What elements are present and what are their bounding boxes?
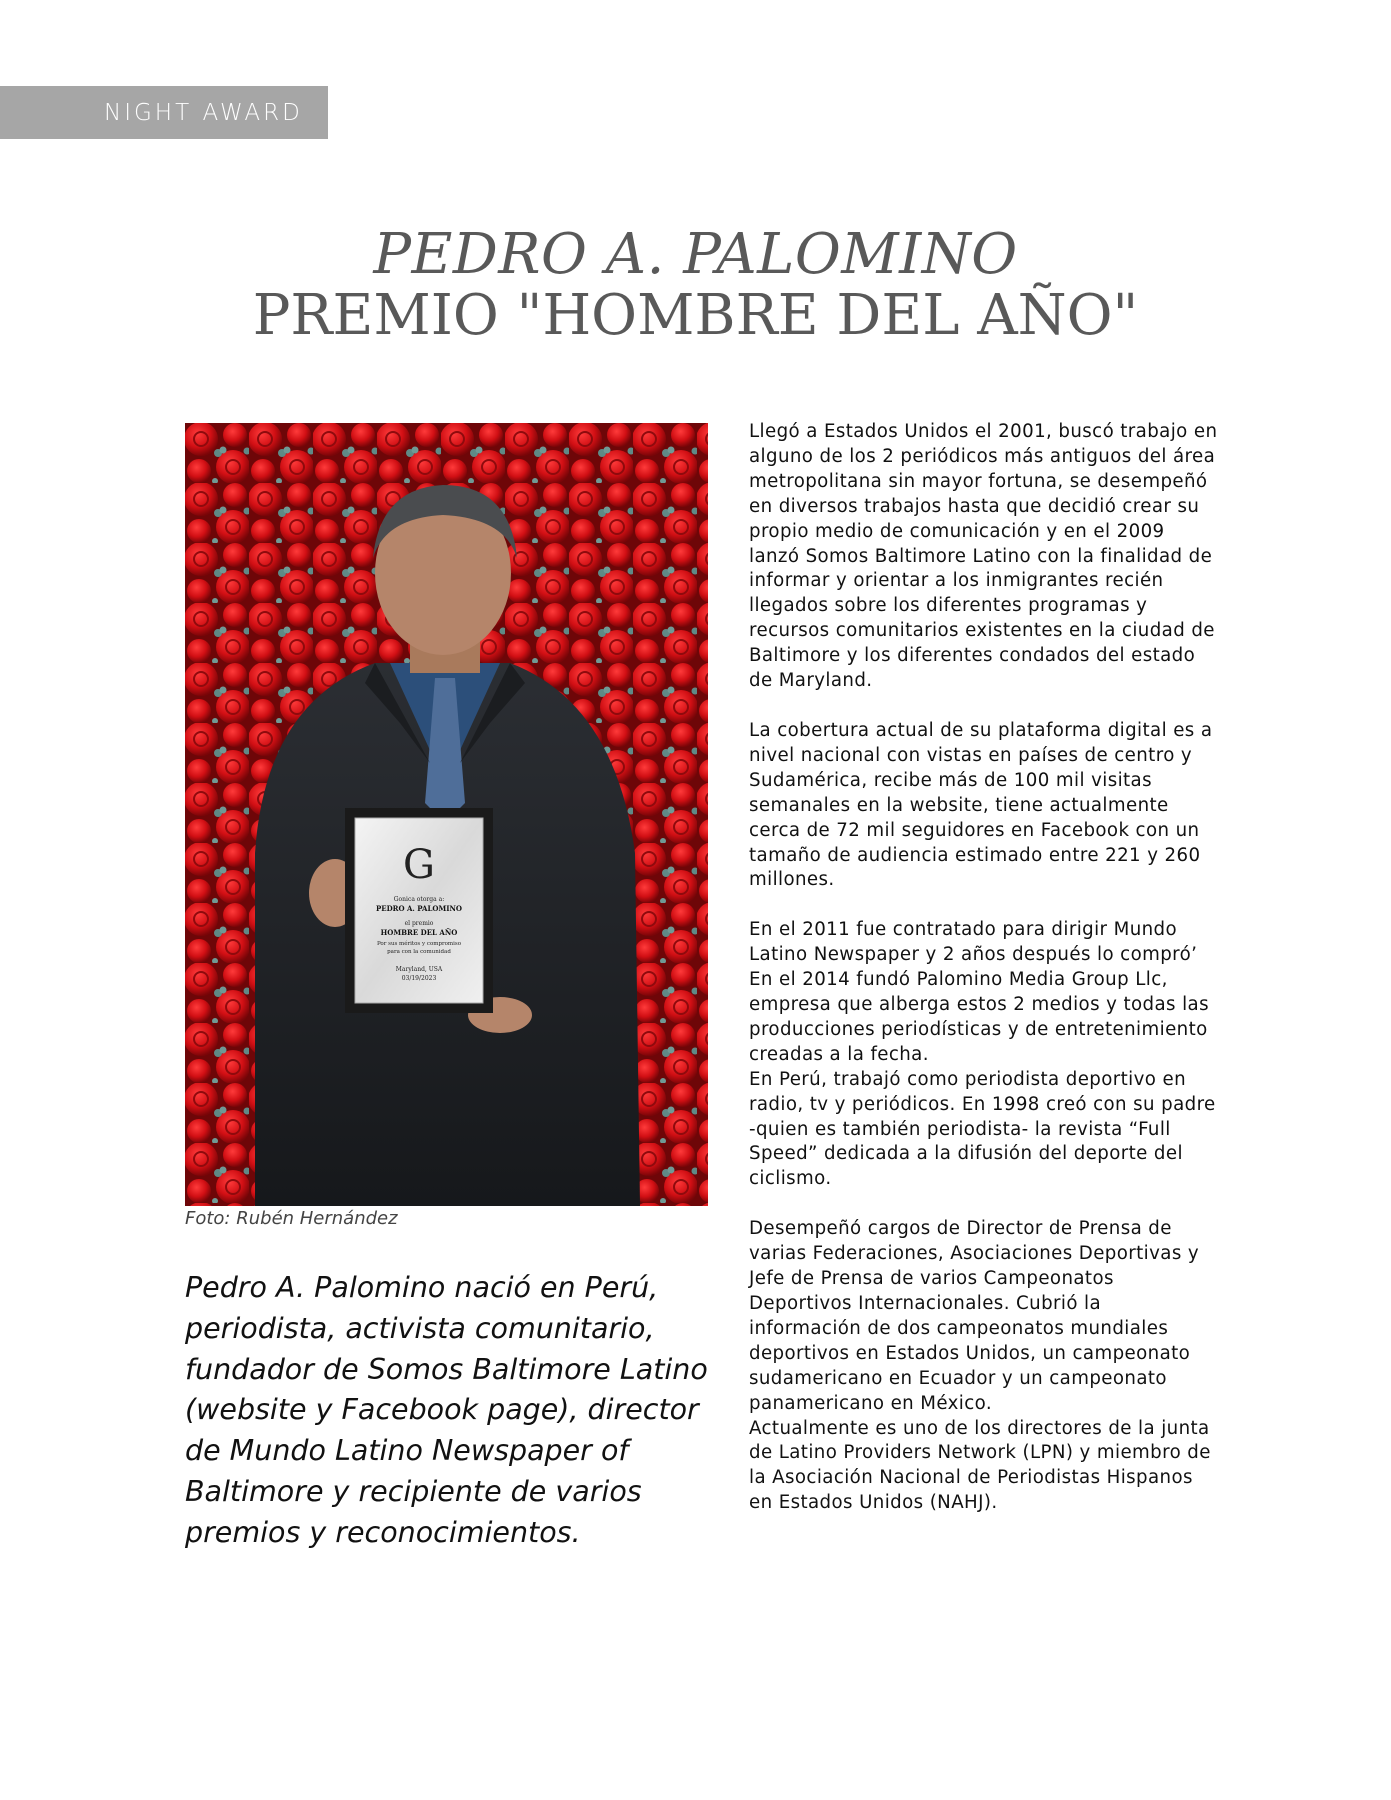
article-headline (0, 222, 1391, 348)
svg-text:G: G (403, 842, 435, 888)
body-paragraph-4: Desempeñó cargos de Director de Prensa de varias Federaciones, Asociaciones Deportivas y Jefe de Prensa de varios Campeonatos Deportivos Internacionales. Cubrió la información de dos campeonatos mundiales deportivos en Estados Unidos, un campeonato sudamericano en Ecuador y un campeonato panamericano en México. Actualmente es uno de los directores de la junta de Latino Providers Network (LPN) y miembro de la Asociación Nacional de Periodistas Hispanos en Estados Unidos (NAHJ). (749, 1218, 1211, 1514)
body-paragraph-3: En el 2011 fue contratado para dirigir Mundo Latino Newspaper y 2 años después lo compró’ En el 2014 fundó Palomino Media Group Llc, empresa que alberga estos 2 medios y todas las producciones periodísticas y de entretenimiento creadas a la fecha. En Perú, trabajó como periodista deportivo en radio, tv y periódicos. En 1998 creó con su padre -quien es también periodista- la revista “Full Speed” dedicada a la difusión del deporte del ciclismo. (749, 919, 1216, 1190)
body-paragraph-1: Llegó a Estados Unidos el 2001, buscó trabajo en alguno de los 2 periódicos más antiguos del área metropolitana sin mayor fortuna, se desempeñó en diversos trabajos hasta que decidió crear su propio medio de comunicación y en el 2009 lanzó Somos Baltimore Latino con la finalidad de informar y orientar a los inmigrantes recién llegados sobre los diferentes programas y recursos comunitarios existentes en la ciudad de Baltimore y los diferentes condados del estado de Maryland. (749, 421, 1218, 692)
plaque-line-2: PEDRO A. PALOMINO (375, 904, 463, 913)
plaque-line-6: para con la comunidad (387, 949, 451, 955)
plaque-line-8: 03/19/2023 (401, 975, 437, 982)
headline-award: PREMIO "HOMBRE DEL AÑO" (252, 283, 1139, 348)
lead-paragraph: Pedro A. Palomino nació en Perú, periodista, activista comunitario, fundador de Somos Baltimore Latino (website y Facebook page), director de Mundo Latino Newspaper of Baltimore y recipiente de varios premios y reconocimientos. (185, 1271, 708, 1549)
portrait-photo (185, 423, 708, 1206)
article-body (749, 420, 1219, 1541)
plaque-line-3: el premio (404, 920, 434, 927)
section-tag-label: NIGHT AWARD (104, 99, 303, 126)
photo-caption: Foto: Rubén Hernández (185, 1208, 398, 1229)
plaque-line-4: HOMBRE DEL AÑO (380, 928, 458, 937)
plaque-line-1: Gonica otorga a: (393, 896, 445, 903)
section-tag (0, 86, 328, 139)
body-paragraph-2: La cobertura actual de su plataforma digital es a nivel nacional con vistas en países de centro y Sudamérica, recibe más de 100 mil visitas semanales en la website, tiene actualmente cerca de 72 mil seguidores en Facebook con un tamaño de audiencia estimado entre 221 y 260 millones. (749, 719, 1213, 891)
plaque-line-5: Por sus méritos y compromiso (376, 941, 462, 947)
plaque-line-7: Maryland, USA (395, 966, 443, 973)
headline-name: PEDRO A. PALOMINO (373, 222, 1018, 287)
